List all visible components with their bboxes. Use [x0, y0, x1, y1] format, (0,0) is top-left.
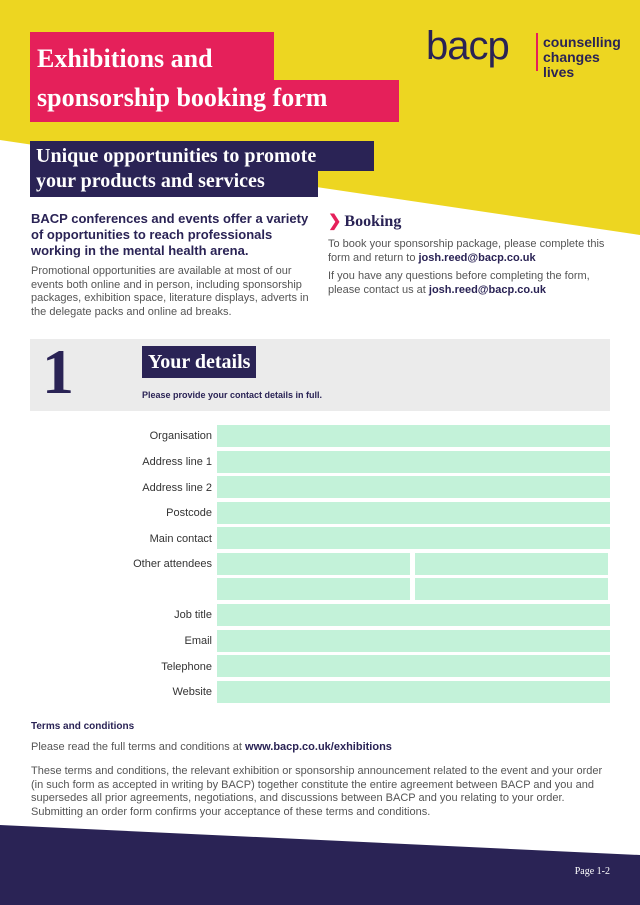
booking-p2-text: If you have any questions before completing the form, please contact us at: [328, 270, 590, 296]
other-attendee-field-2[interactable]: [415, 553, 608, 575]
terms-read-line: [31, 741, 392, 753]
terms-body: These terms and conditions, the relevant exhibition or sponsorship announcement related to the event and your order (in such form as accepted in writing by BACP) together constitute the entire agreement between BACP and you and supersedes all prior agreements, negotiations, and discussions between BACP and you relating to your order. Submitting an order form confirms your acceptance of these terms and conditions.: [31, 765, 603, 818]
telephone-field[interactable]: [217, 655, 610, 677]
other-attendee-field-4[interactable]: [415, 578, 608, 600]
telephone-label: Telephone: [161, 661, 212, 673]
address-line-1-label: Address line 1: [142, 456, 212, 468]
logo-tag-line1: counselling: [543, 34, 621, 50]
booking-email-link[interactable]: josh.reed@bacp.co.uk: [418, 251, 536, 264]
main-contact-label: Main contact: [149, 533, 212, 545]
chevron-right-icon: ❯: [328, 213, 342, 230]
subtitle-line2: your products and services: [36, 170, 265, 192]
page-number: Page 1-2: [574, 866, 610, 877]
contact-email-link[interactable]: josh.reed@bacp.co.uk: [428, 283, 546, 296]
booking-paragraph-2: [328, 270, 608, 297]
terms-link[interactable]: www.bacp.co.uk/exhibitions: [245, 741, 392, 753]
page-title-line2: sponsorship booking form: [37, 83, 328, 112]
section-title: Your details: [142, 346, 256, 378]
address-line-1-field[interactable]: [217, 451, 610, 473]
terms-heading: Terms and conditions: [31, 721, 135, 732]
organisation-field[interactable]: [217, 425, 610, 447]
organisation-label: Organisation: [149, 430, 212, 442]
subtitle-line1: Unique opportunities to promote: [36, 145, 317, 167]
address-line-2-label: Address line 2: [142, 482, 212, 494]
other-attendee-field-3[interactable]: [217, 578, 410, 600]
postcode-label: Postcode: [166, 507, 212, 519]
page-title-line1: Exhibitions and: [37, 44, 213, 73]
logo-tagline: [543, 35, 621, 80]
address-line-2-field[interactable]: [217, 476, 610, 498]
section-number: 1: [42, 336, 74, 407]
other-attendee-field-1[interactable]: [217, 553, 410, 575]
section-band: [30, 339, 610, 411]
job-title-label: Job title: [174, 609, 212, 621]
intro-lead: BACP conferences and events offer a variety of opportunities to reach professionals working in the mental health arena.: [31, 211, 309, 258]
bacp-logo: [426, 24, 621, 80]
job-title-field[interactable]: [217, 604, 610, 626]
footer-background: [0, 825, 640, 905]
booking-heading: [328, 211, 401, 231]
terms-read-text: Please read the full terms and conditions at: [31, 741, 246, 753]
logo-tag-line2: changes lives: [543, 49, 600, 80]
intro-body: Promotional opportunities are available at most of our events both online and in person, including sponsorship packages, exhibition space, literature displays, adverts in the delegate packs and online ad breaks.: [31, 265, 309, 318]
website-field[interactable]: [217, 681, 610, 703]
booking-heading-text: Booking: [344, 213, 402, 230]
email-field[interactable]: [217, 630, 610, 652]
main-contact-field[interactable]: [217, 527, 610, 549]
logo-divider: [536, 33, 538, 71]
booking-p1-text: To book your sponsorship package, please complete this form and return to: [328, 238, 605, 264]
section-instruction: Please provide your contact details in full.: [142, 390, 323, 400]
email-label: Email: [184, 635, 212, 647]
logo-word: bacp: [426, 24, 509, 68]
other-attendees-label: Other attendees: [133, 558, 212, 570]
website-label: Website: [172, 686, 212, 698]
postcode-field[interactable]: [217, 502, 610, 524]
booking-paragraph-1: [328, 238, 608, 265]
